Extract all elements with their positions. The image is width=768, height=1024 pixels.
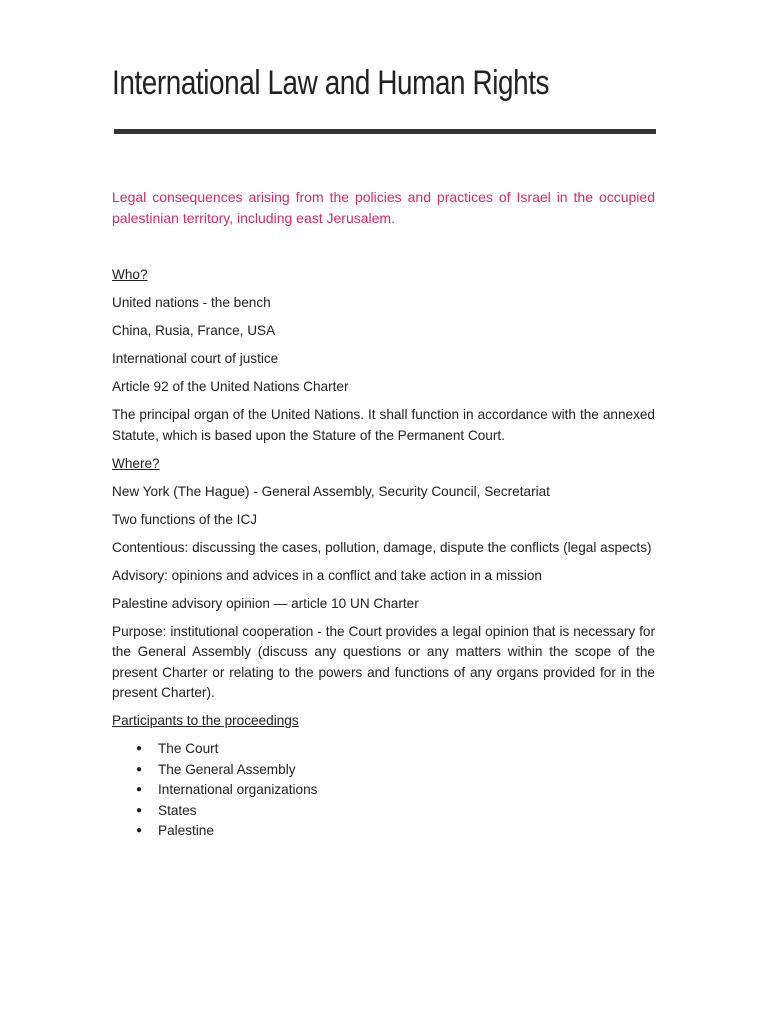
list-item (136, 821, 655, 842)
paragraph: Contentious: discussing the cases, pollution, damage, dispute the conflicts (legal aspects) (112, 539, 652, 555)
list-item-text: International organizations (158, 782, 318, 797)
document-subtitle: Legal consequences arising from the policies and practices of Israel in the occupied palestinian territory, including east Jerusalem. (112, 189, 655, 226)
list-item-text: States (158, 802, 197, 818)
title-divider (114, 129, 656, 134)
bullet-icon: ● (136, 784, 143, 795)
bullet-icon: ● (136, 804, 143, 816)
list-item (136, 780, 655, 801)
document-title: International Law and Human Rights (112, 64, 550, 102)
paragraph: The principal organ of the United Nations. It shall function in accordance with the annexed Statute, which is based upon the Stature of the Permanent Court. (112, 407, 655, 443)
paragraph: Participants to the proceedings (112, 713, 299, 728)
paragraph: Palestine advisory opinion — article 10 UN Charter (112, 595, 419, 611)
list-item (136, 739, 655, 760)
paragraph: Who? (112, 267, 148, 282)
paragraph: New York (The Hague) - General Assembly, Security Council, Secretariat (112, 483, 550, 499)
paragraph: Where? (112, 455, 160, 471)
list-item-text: Palestine (158, 823, 214, 838)
list-item-text: The General Assembly (158, 761, 296, 777)
paragraph: China, Rusia, France, USA (112, 323, 276, 338)
list-item (136, 801, 655, 822)
participants-list (112, 739, 655, 842)
paragraph: International court of justice (112, 351, 279, 366)
paragraph: Article 92 of the United Nations Charter (112, 379, 349, 394)
paragraph: Purpose: institutional cooperation - the Court provides a legal opinion that is necessary for the General Assembly (discuss any questions or any matters within the scope of the present Charter or relating to the powers and functions of any organs provided for in the present Charter). (112, 623, 655, 700)
paragraph: Advisory: opinions and advices in a conflict and take action in a mission (112, 567, 542, 583)
bullet-icon: ● (136, 743, 143, 754)
paragraph: United nations - the bench (112, 295, 271, 310)
list-item-text: The Court (158, 741, 219, 756)
list-item (136, 760, 655, 781)
bullet-icon: ● (136, 763, 143, 775)
bullet-icon: ● (136, 825, 143, 836)
document-body (112, 265, 655, 842)
paragraph: Two functions of the ICJ (112, 511, 258, 527)
